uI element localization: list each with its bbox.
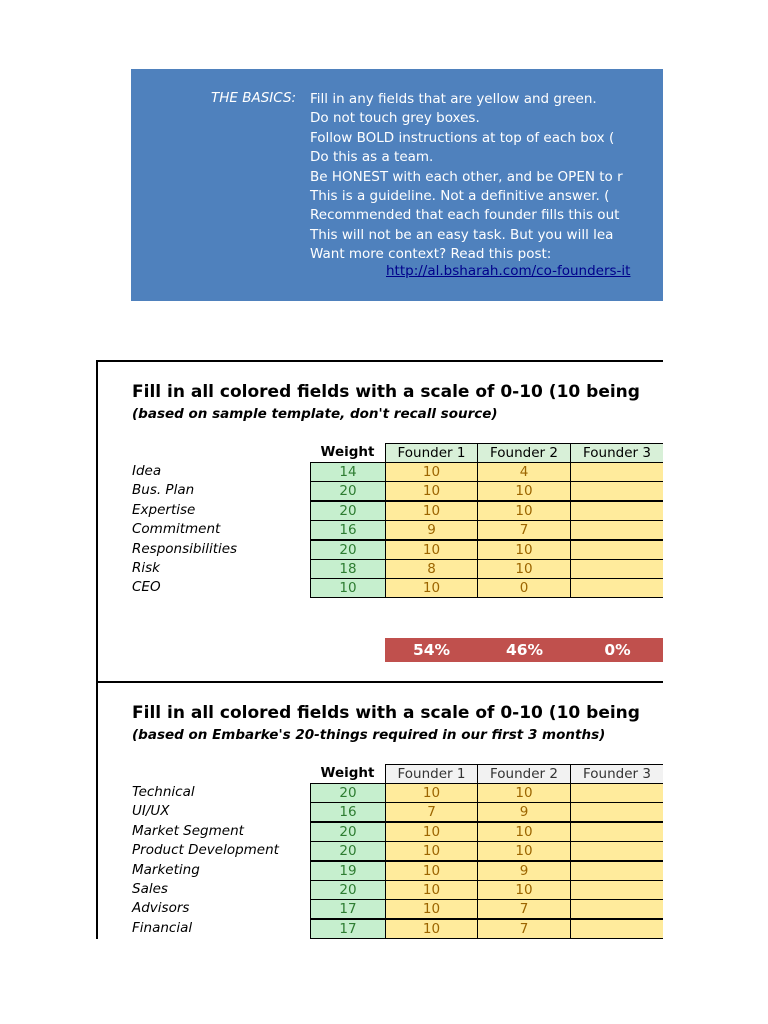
basics-line: Want more context? Read this post: xyxy=(310,246,552,263)
row-label: Market Segment xyxy=(132,823,244,839)
section-subtitle: (based on Embarke's 20-things required in our first 3 months) xyxy=(132,727,606,743)
section-left-border xyxy=(96,360,98,682)
founder-2-score-cell[interactable]: 7 xyxy=(477,919,571,939)
founder-3-score-cell[interactable] xyxy=(570,578,663,598)
founder-3-score-cell[interactable] xyxy=(570,802,663,822)
founder-1-score-cell[interactable]: 10 xyxy=(385,822,478,842)
weight-cell[interactable]: 14 xyxy=(310,462,386,482)
weight-cell[interactable]: 16 xyxy=(310,520,386,540)
founder-1-score-cell[interactable]: 10 xyxy=(385,783,478,803)
weight-cell[interactable]: 17 xyxy=(310,899,386,919)
founder-3-percentage: 0% xyxy=(571,638,663,662)
section-top-border xyxy=(96,360,663,362)
founder-2-score-cell[interactable]: 7 xyxy=(477,899,571,919)
founder-3-score-cell[interactable] xyxy=(570,520,663,540)
founder-1-score-cell[interactable]: 10 xyxy=(385,899,478,919)
founder-1-score-cell[interactable]: 10 xyxy=(385,501,478,521)
row-label: Bus. Plan xyxy=(132,482,195,498)
basics-label: THE BASICS: xyxy=(211,90,297,106)
founder-2-score-cell[interactable]: 10 xyxy=(477,540,571,560)
founder-2-score-cell[interactable]: 10 xyxy=(477,841,571,861)
row-label: UI/UX xyxy=(132,803,170,819)
founder-2-score-cell[interactable]: 10 xyxy=(477,783,571,803)
founder-1-score-cell[interactable]: 9 xyxy=(385,520,478,540)
weight-header: Weight xyxy=(320,765,375,781)
row-label: Risk xyxy=(132,560,160,576)
scoring-section-1 xyxy=(96,360,663,682)
founder-3-score-cell[interactable] xyxy=(570,540,663,560)
founder-1-score-cell[interactable]: 10 xyxy=(385,462,478,482)
founder-3-score-cell[interactable] xyxy=(570,481,663,501)
weight-cell[interactable]: 20 xyxy=(310,481,386,501)
founder-1-score-cell[interactable]: 10 xyxy=(385,841,478,861)
row-label: Sales xyxy=(132,881,168,897)
section-subtitle: (based on sample template, don't recall source) xyxy=(132,406,498,422)
row-label: Responsibilities xyxy=(132,541,238,557)
founder-1-score-cell[interactable]: 8 xyxy=(385,559,478,579)
founder-3-header: Founder 3 xyxy=(570,764,663,784)
row-label: Advisors xyxy=(132,900,190,916)
founder-2-percentage: 46% xyxy=(478,638,571,662)
scoring-section-2 xyxy=(96,681,663,941)
section-top-border xyxy=(96,681,663,683)
founder-1-score-cell[interactable]: 10 xyxy=(385,919,478,939)
section-left-border xyxy=(96,681,98,939)
founder-1-score-cell[interactable]: 10 xyxy=(385,880,478,900)
founder-1-score-cell[interactable]: 10 xyxy=(385,481,478,501)
founder-2-score-cell[interactable]: 10 xyxy=(477,559,571,579)
weight-header: Weight xyxy=(320,444,375,460)
founder-1-header: Founder 1 xyxy=(385,764,478,784)
founder-3-score-cell[interactable] xyxy=(570,861,663,881)
basics-line: Recommended that each founder fills this out xyxy=(310,207,620,224)
weight-cell[interactable]: 20 xyxy=(310,783,386,803)
founder-3-score-cell[interactable] xyxy=(570,919,663,939)
basics-line: Fill in any fields that are yellow and green. xyxy=(310,91,597,107)
founder-2-score-cell[interactable]: 9 xyxy=(477,802,571,822)
founder-1-score-cell[interactable]: 10 xyxy=(385,578,478,598)
founder-2-score-cell[interactable]: 0 xyxy=(477,578,571,598)
weight-cell[interactable]: 20 xyxy=(310,822,386,842)
weight-cell[interactable]: 19 xyxy=(310,861,386,881)
founder-1-score-cell[interactable]: 10 xyxy=(385,540,478,560)
row-label: Product Development xyxy=(132,842,279,858)
founder-3-score-cell[interactable] xyxy=(570,559,663,579)
row-label: Financial xyxy=(132,920,193,936)
founder-3-score-cell[interactable] xyxy=(570,501,663,521)
founder-1-score-cell[interactable]: 10 xyxy=(385,861,478,881)
weight-cell[interactable]: 20 xyxy=(310,880,386,900)
founder-1-header: Founder 1 xyxy=(385,443,478,463)
basics-line: Do this as a team. xyxy=(310,149,434,166)
weight-cell[interactable]: 18 xyxy=(310,559,386,579)
weight-cell[interactable]: 20 xyxy=(310,501,386,521)
founder-3-score-cell[interactable] xyxy=(570,899,663,919)
row-label: Idea xyxy=(132,463,162,479)
basics-instructions xyxy=(310,90,623,265)
founder-1-score-cell[interactable]: 7 xyxy=(385,802,478,822)
founder-3-score-cell[interactable] xyxy=(570,880,663,900)
founder-2-score-cell[interactable]: 10 xyxy=(477,481,571,501)
weight-cell[interactable]: 17 xyxy=(310,919,386,939)
founder-2-score-cell[interactable]: 10 xyxy=(477,880,571,900)
basics-line: Follow BOLD instructions at top of each box ( xyxy=(310,129,615,146)
founder-2-score-cell[interactable]: 10 xyxy=(477,822,571,842)
basics-box xyxy=(131,69,663,301)
founder-2-score-cell[interactable]: 9 xyxy=(477,861,571,881)
founder-2-header: Founder 2 xyxy=(477,443,571,463)
row-label: Marketing xyxy=(132,862,200,878)
weight-cell[interactable]: 16 xyxy=(310,802,386,822)
basics-line: Be HONEST with each other, and be OPEN to r xyxy=(310,168,623,185)
weight-cell[interactable]: 20 xyxy=(310,841,386,861)
founder-2-score-cell[interactable]: 10 xyxy=(477,501,571,521)
basics-line: This will not be an easy task. But you will lea xyxy=(310,226,614,243)
founder-3-score-cell[interactable] xyxy=(570,462,663,482)
founder-1-percentage: 54% xyxy=(385,638,478,662)
row-label: Technical xyxy=(132,784,195,800)
founder-3-header: Founder 3 xyxy=(570,443,663,463)
row-label: CEO xyxy=(132,579,161,595)
basics-line: Do not touch grey boxes. xyxy=(310,110,480,127)
founder-3-score-cell[interactable] xyxy=(570,783,663,803)
founder-2-score-cell[interactable]: 7 xyxy=(477,520,571,540)
section-title: Fill in all colored fields with a scale of 0-10 (10 being xyxy=(132,703,640,723)
founder-3-score-cell[interactable] xyxy=(570,841,663,861)
row-label: Expertise xyxy=(132,502,196,518)
weight-cell[interactable]: 20 xyxy=(310,540,386,560)
founder-2-score-cell[interactable]: 4 xyxy=(477,462,571,482)
weight-cell[interactable]: 10 xyxy=(310,578,386,598)
section-title: Fill in all colored fields with a scale of 0-10 (10 being xyxy=(132,382,640,402)
founder-3-score-cell[interactable] xyxy=(570,822,663,842)
blog-post-link[interactable]: http://al.bsharah.com/co-founders-it xyxy=(386,263,631,279)
founder-2-header: Founder 2 xyxy=(477,764,571,784)
row-label: Commitment xyxy=(132,521,221,537)
basics-line: This is a guideline. Not a definitive answer. ( xyxy=(310,187,610,204)
